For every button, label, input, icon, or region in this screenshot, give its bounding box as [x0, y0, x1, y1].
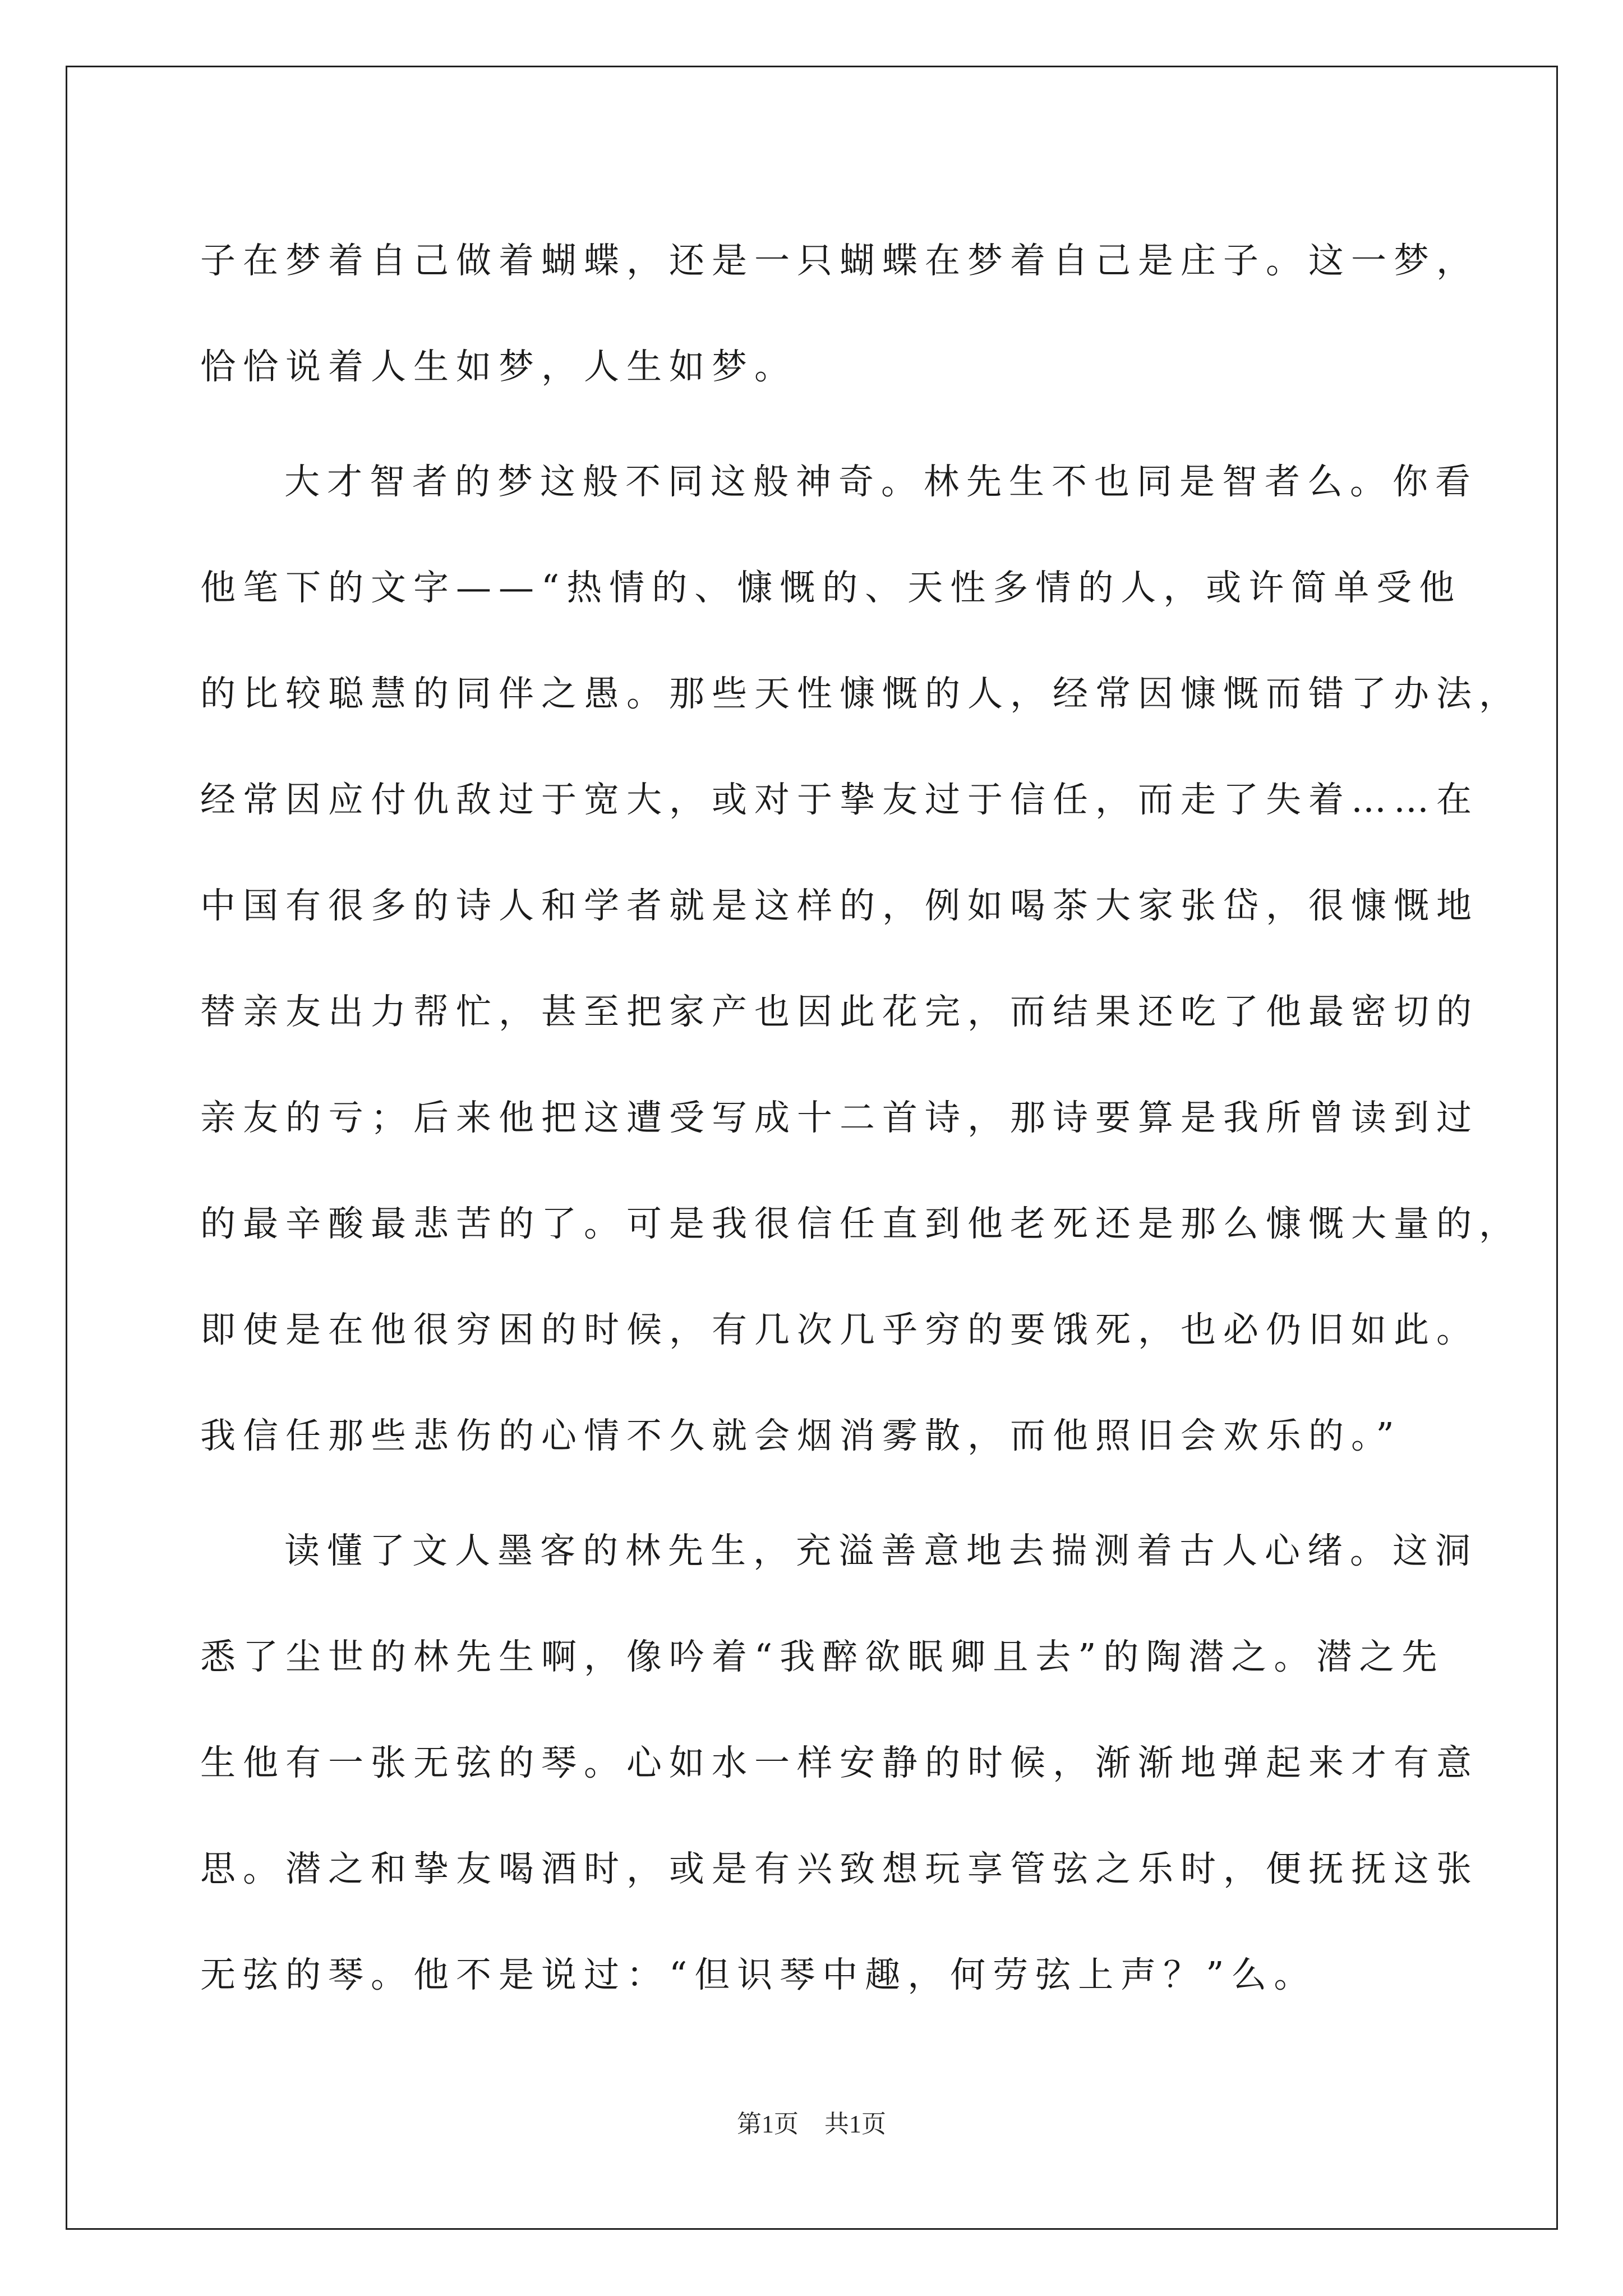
text-line: 读懂了文人墨客的林先生，充溢善意地去揣测着古人心绪。这洞 — [284, 1530, 1478, 1571]
text-line: 的最辛酸最悲苦的了。可是我很信任直到他老死还是那么慷慨大量的， — [200, 1203, 1521, 1244]
text-line: 替亲友出力帮忙，甚至把家产也因此花完，而结果还吃了他最密切的 — [200, 991, 1479, 1032]
text-line: 思。潜之和挚友喝酒时，或是有兴致想玩享管弦之乐时，便抚抚这张 — [200, 1848, 1479, 1889]
text-line: 他笔下的文字——“热情的、慷慨的、天性多情的人，或许简单受他 — [200, 567, 1462, 608]
text-line: 子在梦着自己做着蝴蝶，还是一只蝴蝶在梦着自己是庄子。这一梦， — [200, 240, 1479, 281]
page-number-total: 共1页 — [824, 2110, 886, 2138]
paragraph-1 — [200, 208, 1479, 420]
text-line: 生他有一张无弦的琴。心如水一样安静的时候，渐渐地弹起来才有意 — [200, 1742, 1479, 1783]
text-line: 恰恰说着人生如梦，人生如梦。 — [200, 346, 797, 387]
document-body — [200, 208, 1521, 2028]
paragraph-2 — [200, 429, 1521, 1489]
text-line: 大才智者的梦这般不同这般神奇。林先生不也同是智者么。你看 — [284, 461, 1478, 502]
text-line: 经常因应付仇敌过于宽大，或对于挚友过于信任，而走了失着……在 — [200, 779, 1479, 820]
text-line: 我信任那些悲伤的心情不久就会烟消雾散，而他照旧会欢乐的。” — [200, 1415, 1401, 1456]
text-line: 亲友的亏；后来他把这遭受写成十二首诗，那诗要算是我所曾读到过 — [200, 1097, 1479, 1138]
text-line: 中国有很多的诗人和学者就是这样的，例如喝茶大家张岱，很慷慨地 — [200, 885, 1479, 926]
text-line: 的比较聪慧的同伴之愚。那些天性慷慨的人，经常因慷慨而错了办法， — [200, 673, 1521, 714]
text-line: 悉了尘世的林先生啊，像吟着“我醉欲眠卿且去”的陶潜之。潜之先 — [200, 1636, 1445, 1677]
text-line: 无弦的琴。他不是说过：“但识琴中趣，何劳弦上声？”么。 — [200, 1954, 1317, 1995]
page-footer — [0, 2104, 1623, 2139]
page-number-current: 第1页 — [737, 2110, 799, 2138]
paragraph-3 — [200, 1498, 1479, 2028]
text-line: 即使是在他很穷困的时候，有几次几乎穷的要饿死，也必仍旧如此。 — [200, 1309, 1479, 1350]
